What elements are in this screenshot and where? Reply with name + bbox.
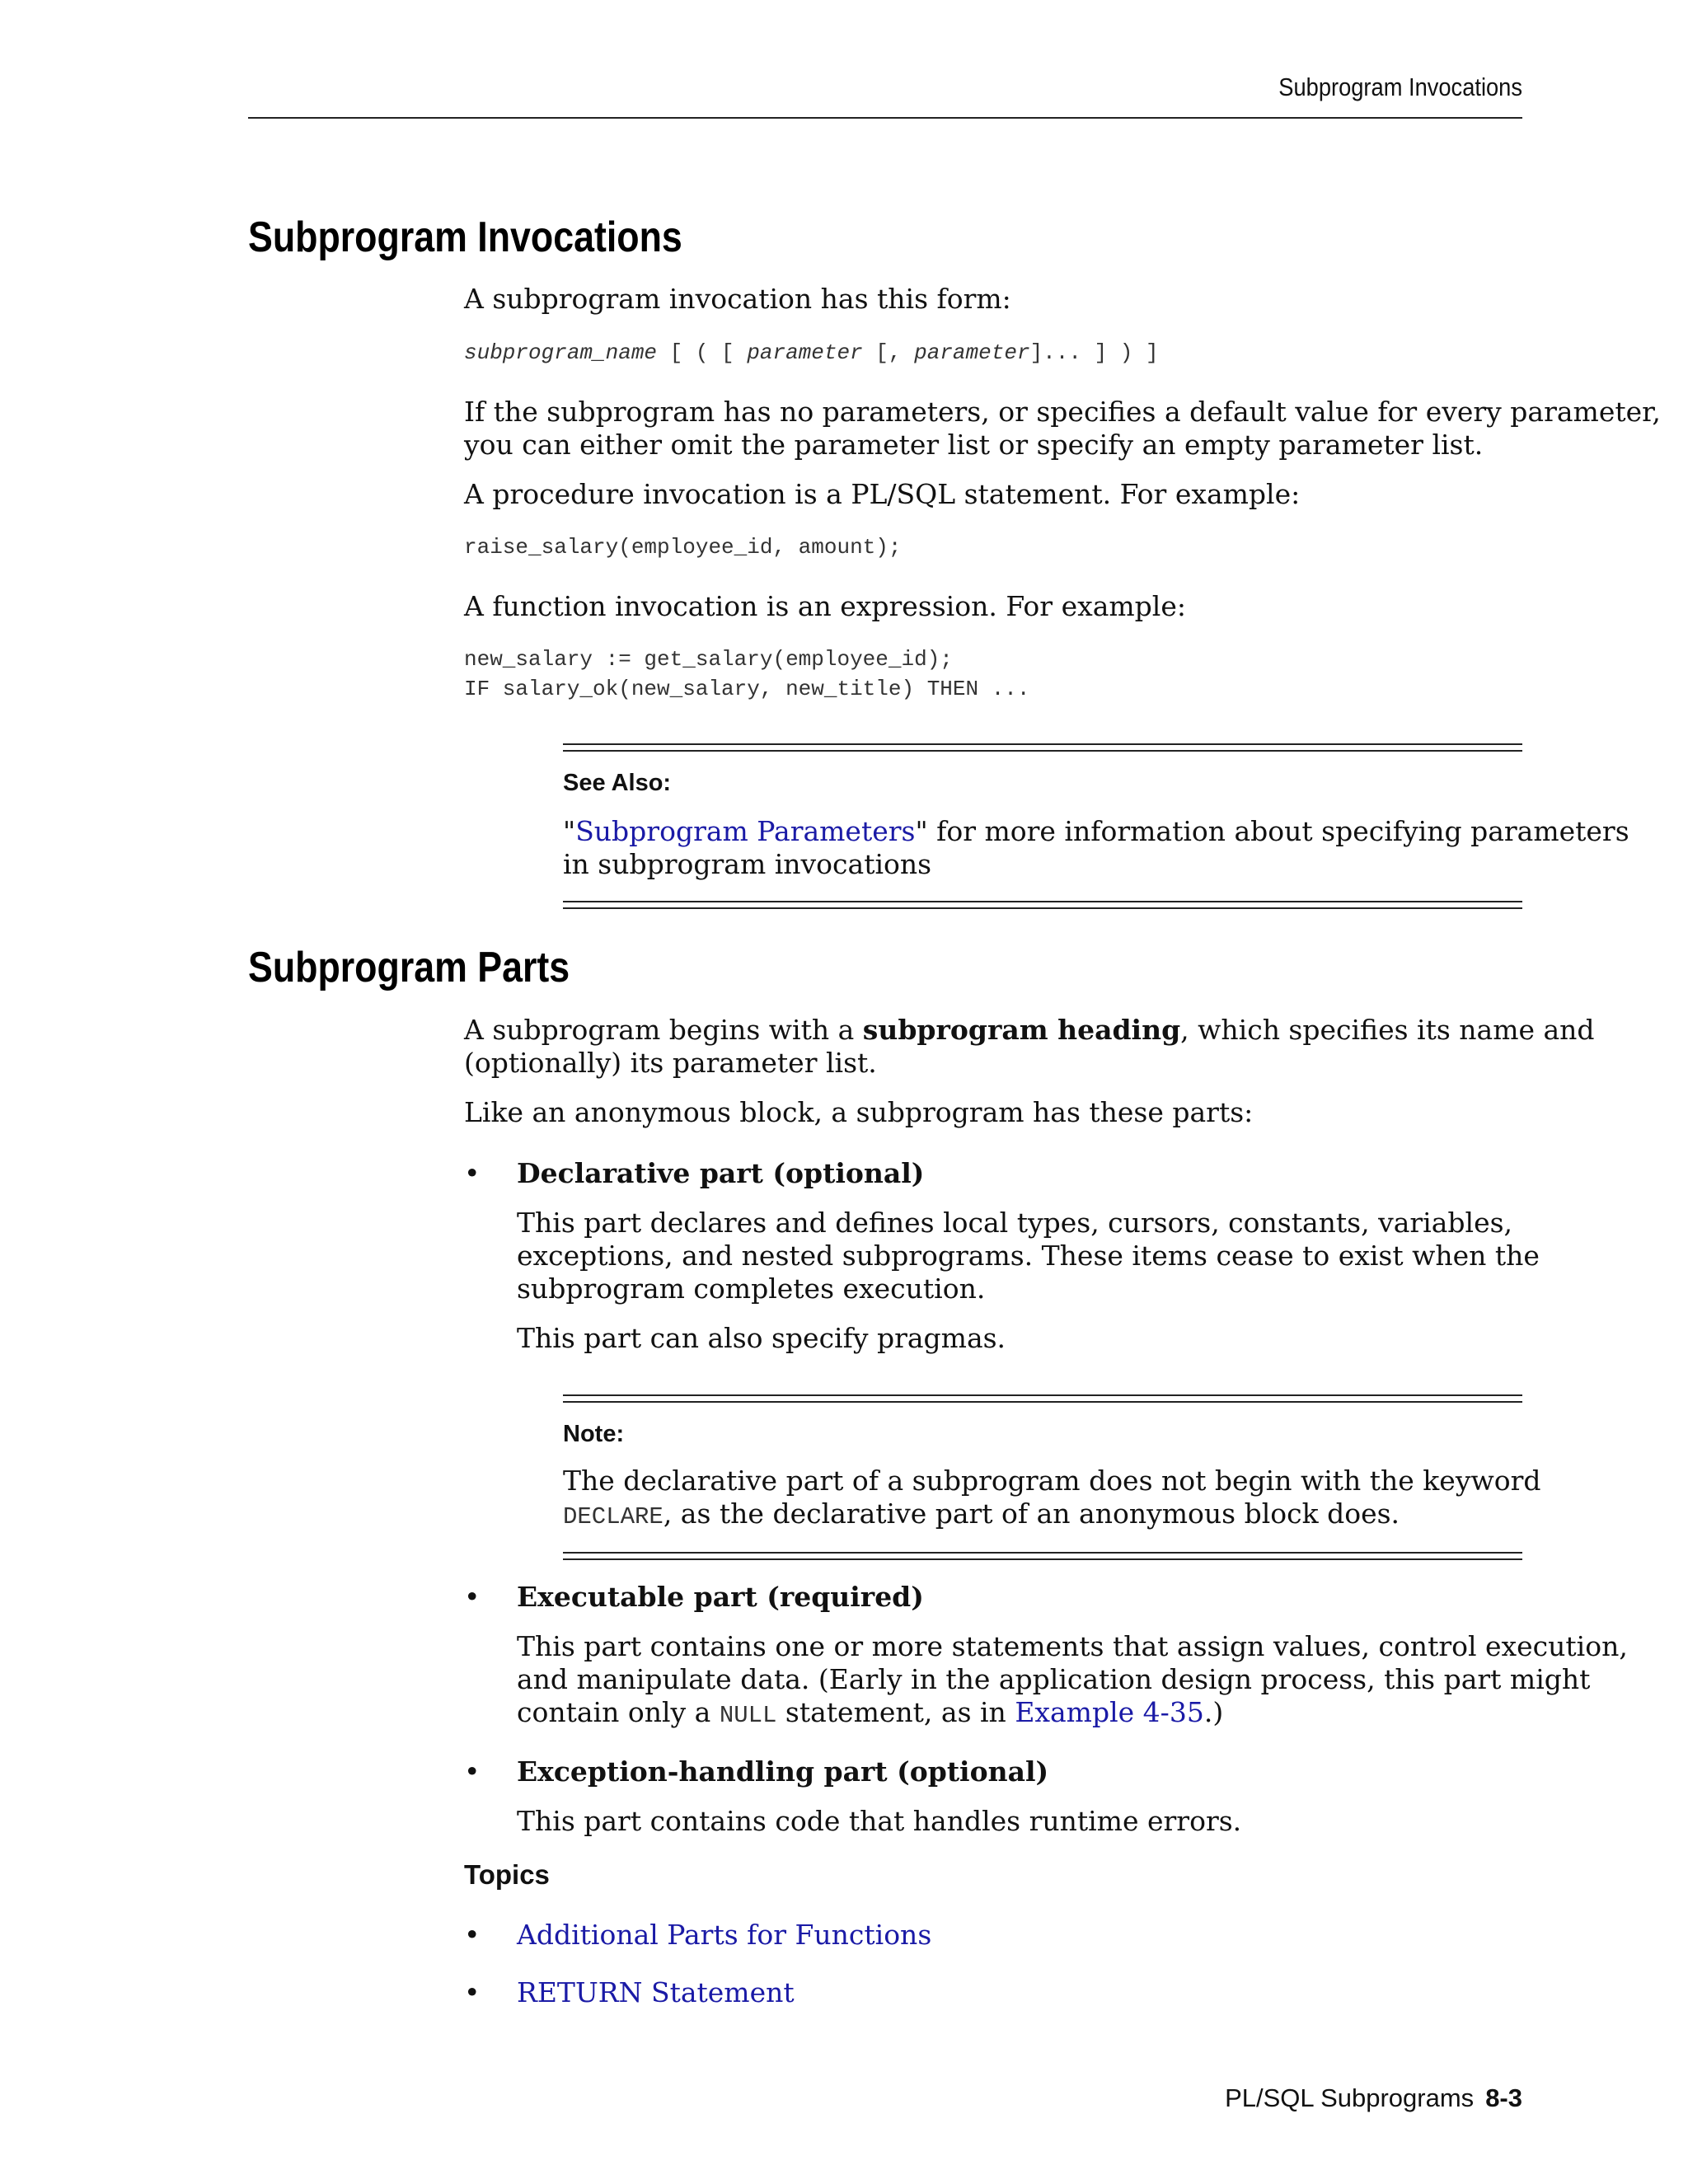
return-statement-link[interactable]: RETURN Statement xyxy=(517,1976,795,2008)
code-line: IF salary_ok(new_salary, new_title) THEN ... xyxy=(464,677,1030,701)
bullet-icon: • xyxy=(464,1581,481,1613)
parts-intro-paragraph: Like an anonymous block, a subprogram has these parts: xyxy=(464,1096,1254,1128)
procedure-code-example: raise_salary(employee_id, amount); xyxy=(464,535,902,560)
example-4-35-link[interactable]: Example 4-35 xyxy=(1015,1696,1204,1728)
text: , which specifies its name and xyxy=(1180,1014,1595,1046)
paragraph-line: This part declares and defines local types, cursors, constants, variables, xyxy=(517,1207,1513,1239)
heading-paragraph xyxy=(464,1014,1595,1080)
see-also-line2: in subprogram invocations xyxy=(563,848,932,880)
code-line: new_salary := get_salary(employee_id); xyxy=(464,647,953,672)
subprogram-parameters-link[interactable]: Subprogram Parameters xyxy=(575,815,916,847)
executable-description xyxy=(517,1630,1628,1732)
function-paragraph: A function invocation is an expression. For example: xyxy=(464,590,1186,622)
see-also-title: See Also: xyxy=(563,770,672,796)
syntax-name: subprogram_name xyxy=(464,340,658,365)
bold-term: subprogram heading xyxy=(862,1014,1181,1046)
procedure-paragraph: A procedure invocation is a PL/SQL statement. For example: xyxy=(464,478,1301,510)
bullet-icon: • xyxy=(464,1157,481,1189)
note-line: The declarative part of a subprogram does not begin with the keyword xyxy=(563,1465,1541,1497)
inline-code: DECLARE xyxy=(563,1503,663,1530)
text: contain only a xyxy=(517,1696,720,1728)
syntax-code xyxy=(464,338,1527,368)
syntax-param: parameter xyxy=(747,340,863,365)
paragraph-line xyxy=(517,1696,1531,1732)
paragraph-line: This part contains one or more statements that assign values, control execution, xyxy=(517,1630,1628,1662)
note-line2 xyxy=(563,1497,1522,1534)
additional-parts-link[interactable]: Additional Parts for Functions xyxy=(517,1919,932,1951)
exception-description xyxy=(517,1805,1531,1838)
section-heading-invocations: Subprogram Invocations xyxy=(248,213,682,261)
bullet-icon: • xyxy=(464,1919,481,1951)
list-item-title: Exception-handling part (optional) xyxy=(517,1755,1049,1788)
box-bottom-rule xyxy=(563,901,1522,909)
page-footer xyxy=(1225,2083,1522,2113)
footer-chapter: PL/SQL Subprograms xyxy=(1225,2083,1475,2112)
text: , as the declarative part of an anonymous block does. xyxy=(663,1497,1400,1530)
note-box xyxy=(563,1394,1541,1560)
list-item-title: Executable part (required) xyxy=(517,1581,924,1613)
paragraph-line xyxy=(464,1014,1595,1047)
declarative-description xyxy=(517,1207,1540,1355)
page-number: 8-3 xyxy=(1485,2083,1522,2112)
syntax-param: parameter xyxy=(914,340,1030,365)
paragraph-line: This part can also specify pragmas. xyxy=(517,1322,1006,1354)
function-code-example xyxy=(464,644,1527,704)
topics-title: Topics xyxy=(464,1859,550,1890)
box-top-rule xyxy=(563,1394,1522,1403)
note-title: Note: xyxy=(563,1421,625,1447)
box-top-rule xyxy=(563,743,1522,752)
section-heading-parts: Subprogram Parts xyxy=(248,944,570,991)
parameters-paragraph xyxy=(464,396,1661,462)
intro-paragraph: A subprogram invocation has this form: xyxy=(464,283,1011,315)
paragraph-line: you can either omit the parameter list or specify an empty parameter list. xyxy=(464,429,1484,461)
syntax-part: ]... ] ) ] xyxy=(1029,340,1159,365)
paragraph-line: If the subprogram has no parameters, or specifies a default value for every parameter, xyxy=(464,396,1661,428)
paragraph-line: This part contains code that handles runtime errors. xyxy=(517,1805,1242,1837)
text: A subprogram begins with a xyxy=(464,1014,863,1046)
text: statement, as in xyxy=(776,1696,1015,1728)
text: .) xyxy=(1203,1696,1224,1728)
inline-code: NULL xyxy=(719,1702,777,1729)
list-item-title: Declarative part (optional) xyxy=(517,1157,925,1189)
running-header: Subprogram Invocations xyxy=(1278,73,1522,101)
box-bottom-rule xyxy=(563,1552,1522,1560)
paragraph-line: (optionally) its parameter list. xyxy=(464,1047,877,1079)
paragraph-line: exceptions, and nested subprograms. These items cease to exist when the xyxy=(517,1240,1540,1272)
paragraph-line: and manipulate data. (Early in the application design process, this part might xyxy=(517,1663,1591,1695)
bullet-icon: • xyxy=(464,1976,481,2008)
bullet-icon: • xyxy=(464,1755,481,1788)
paragraph-line: subprogram completes execution. xyxy=(517,1272,986,1305)
syntax-part: [, xyxy=(862,340,915,365)
quote: " xyxy=(563,815,576,847)
see-also-line xyxy=(563,815,1629,848)
header-rule xyxy=(248,117,1522,119)
see-also-text: " for more information about specifying parameters xyxy=(915,815,1629,847)
see-also-box xyxy=(563,743,1629,909)
syntax-part: [ ( [ xyxy=(657,340,748,365)
